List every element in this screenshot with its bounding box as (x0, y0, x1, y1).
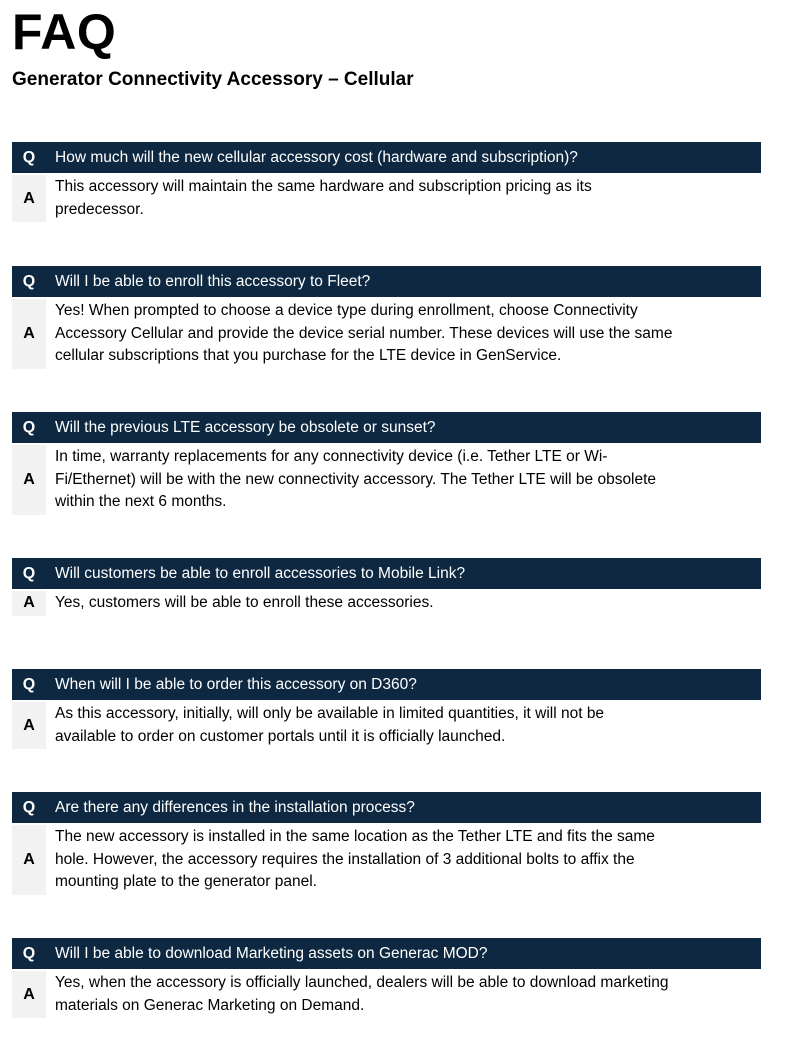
answer-line: Yes, when the accessory is officially launched, dealers will be able to download marketing (55, 974, 669, 991)
answer-row (12, 825, 761, 895)
answer-line: The new accessory is installed in the same location as the Tether LTE and fits the same (55, 828, 655, 845)
answer-label: A (12, 971, 46, 1018)
answer-line: Yes! When prompted to choose a device type during enrollment, choose Connectivity (55, 302, 638, 319)
question-row (12, 412, 761, 443)
question-label: Q (22, 418, 36, 436)
answer-row (12, 702, 761, 749)
answer-label: A (12, 591, 46, 616)
answer-row (12, 175, 761, 222)
answer-row (12, 299, 761, 369)
answer-line: Fi/Ethernet) will be with the new connectivity accessory. The Tether LTE will be obsolete (55, 470, 657, 488)
question-row (12, 266, 761, 297)
answer-line: mounting plate to the generator panel. (55, 873, 317, 890)
faq-item (12, 412, 761, 515)
faq-item (12, 792, 761, 895)
question-label: Q (22, 272, 36, 290)
answer-text (46, 175, 592, 222)
answer-row (12, 971, 761, 1018)
answer-line: Yes, customers will be able to enroll these accessories. (55, 594, 434, 611)
question-row (12, 142, 761, 173)
faq-item (12, 142, 761, 222)
answer-text (46, 971, 668, 1018)
question-text: Will the previous LTE accessory be obsolete or sunset? (55, 418, 436, 436)
answer-text (46, 591, 434, 616)
question-label: Q (22, 675, 36, 693)
question-label: Q (22, 798, 36, 816)
answer-line: As this accessory, initially, will only be available in limited quantities, it will not be (55, 705, 605, 722)
question-label: Q (22, 148, 36, 166)
question-row (12, 669, 761, 700)
question-row (12, 938, 761, 969)
faq-item (12, 669, 761, 749)
answer-row (12, 445, 761, 515)
answer-label: A (12, 825, 46, 895)
question-text: How much will the new cellular accessory cost (hardware and subscription)? (55, 148, 578, 166)
faq-item (12, 938, 761, 1018)
answer-line: within the next 6 months. (55, 493, 227, 510)
answer-line: Accessory Cellular and provide the device serial number. These devices will use the same (55, 324, 673, 342)
answer-label: A (12, 445, 46, 515)
answer-line: In time, warranty replacements for any connectivity device (i.e. Tether LTE or Wi- (55, 448, 608, 465)
answer-line: This accessory will maintain the same hardware and subscription pricing as its (55, 178, 592, 195)
answer-label: A (12, 299, 46, 369)
answer-label: A (12, 175, 46, 222)
answer-text (46, 445, 656, 515)
question-text: Are there any differences in the installation process? (55, 798, 415, 816)
answer-line: materials on Generac Marketing on Demand. (55, 996, 365, 1014)
answer-text (46, 825, 655, 895)
faq-item (12, 558, 761, 616)
answer-row (12, 591, 761, 616)
faq-item (12, 266, 761, 369)
answer-line: hole. However, the accessory requires the installation of 3 additional bolts to affix the (55, 850, 635, 868)
answer-line: predecessor. (55, 200, 144, 218)
question-label: Q (22, 564, 36, 582)
page-title: FAQ (12, 4, 117, 60)
question-text: When will I be able to order this accessory on D360? (55, 675, 417, 693)
answer-line: cellular subscriptions that you purchase for the LTE device in GenService. (55, 347, 562, 364)
question-row (12, 792, 761, 823)
answer-text (46, 702, 604, 749)
question-text: Will customers be able to enroll accessories to Mobile Link? (55, 564, 466, 582)
answer-text (46, 299, 672, 369)
page-subtitle: Generator Connectivity Accessory – Cellular (12, 69, 414, 90)
question-text: Will I be able to enroll this accessory to Fleet? (55, 272, 371, 290)
question-text: Will I be able to download Marketing assets on Generac MOD? (55, 944, 488, 962)
question-label: Q (22, 944, 36, 962)
answer-label: A (12, 702, 46, 749)
answer-line: available to order on customer portals until it is officially launched. (55, 727, 506, 745)
question-row (12, 558, 761, 589)
